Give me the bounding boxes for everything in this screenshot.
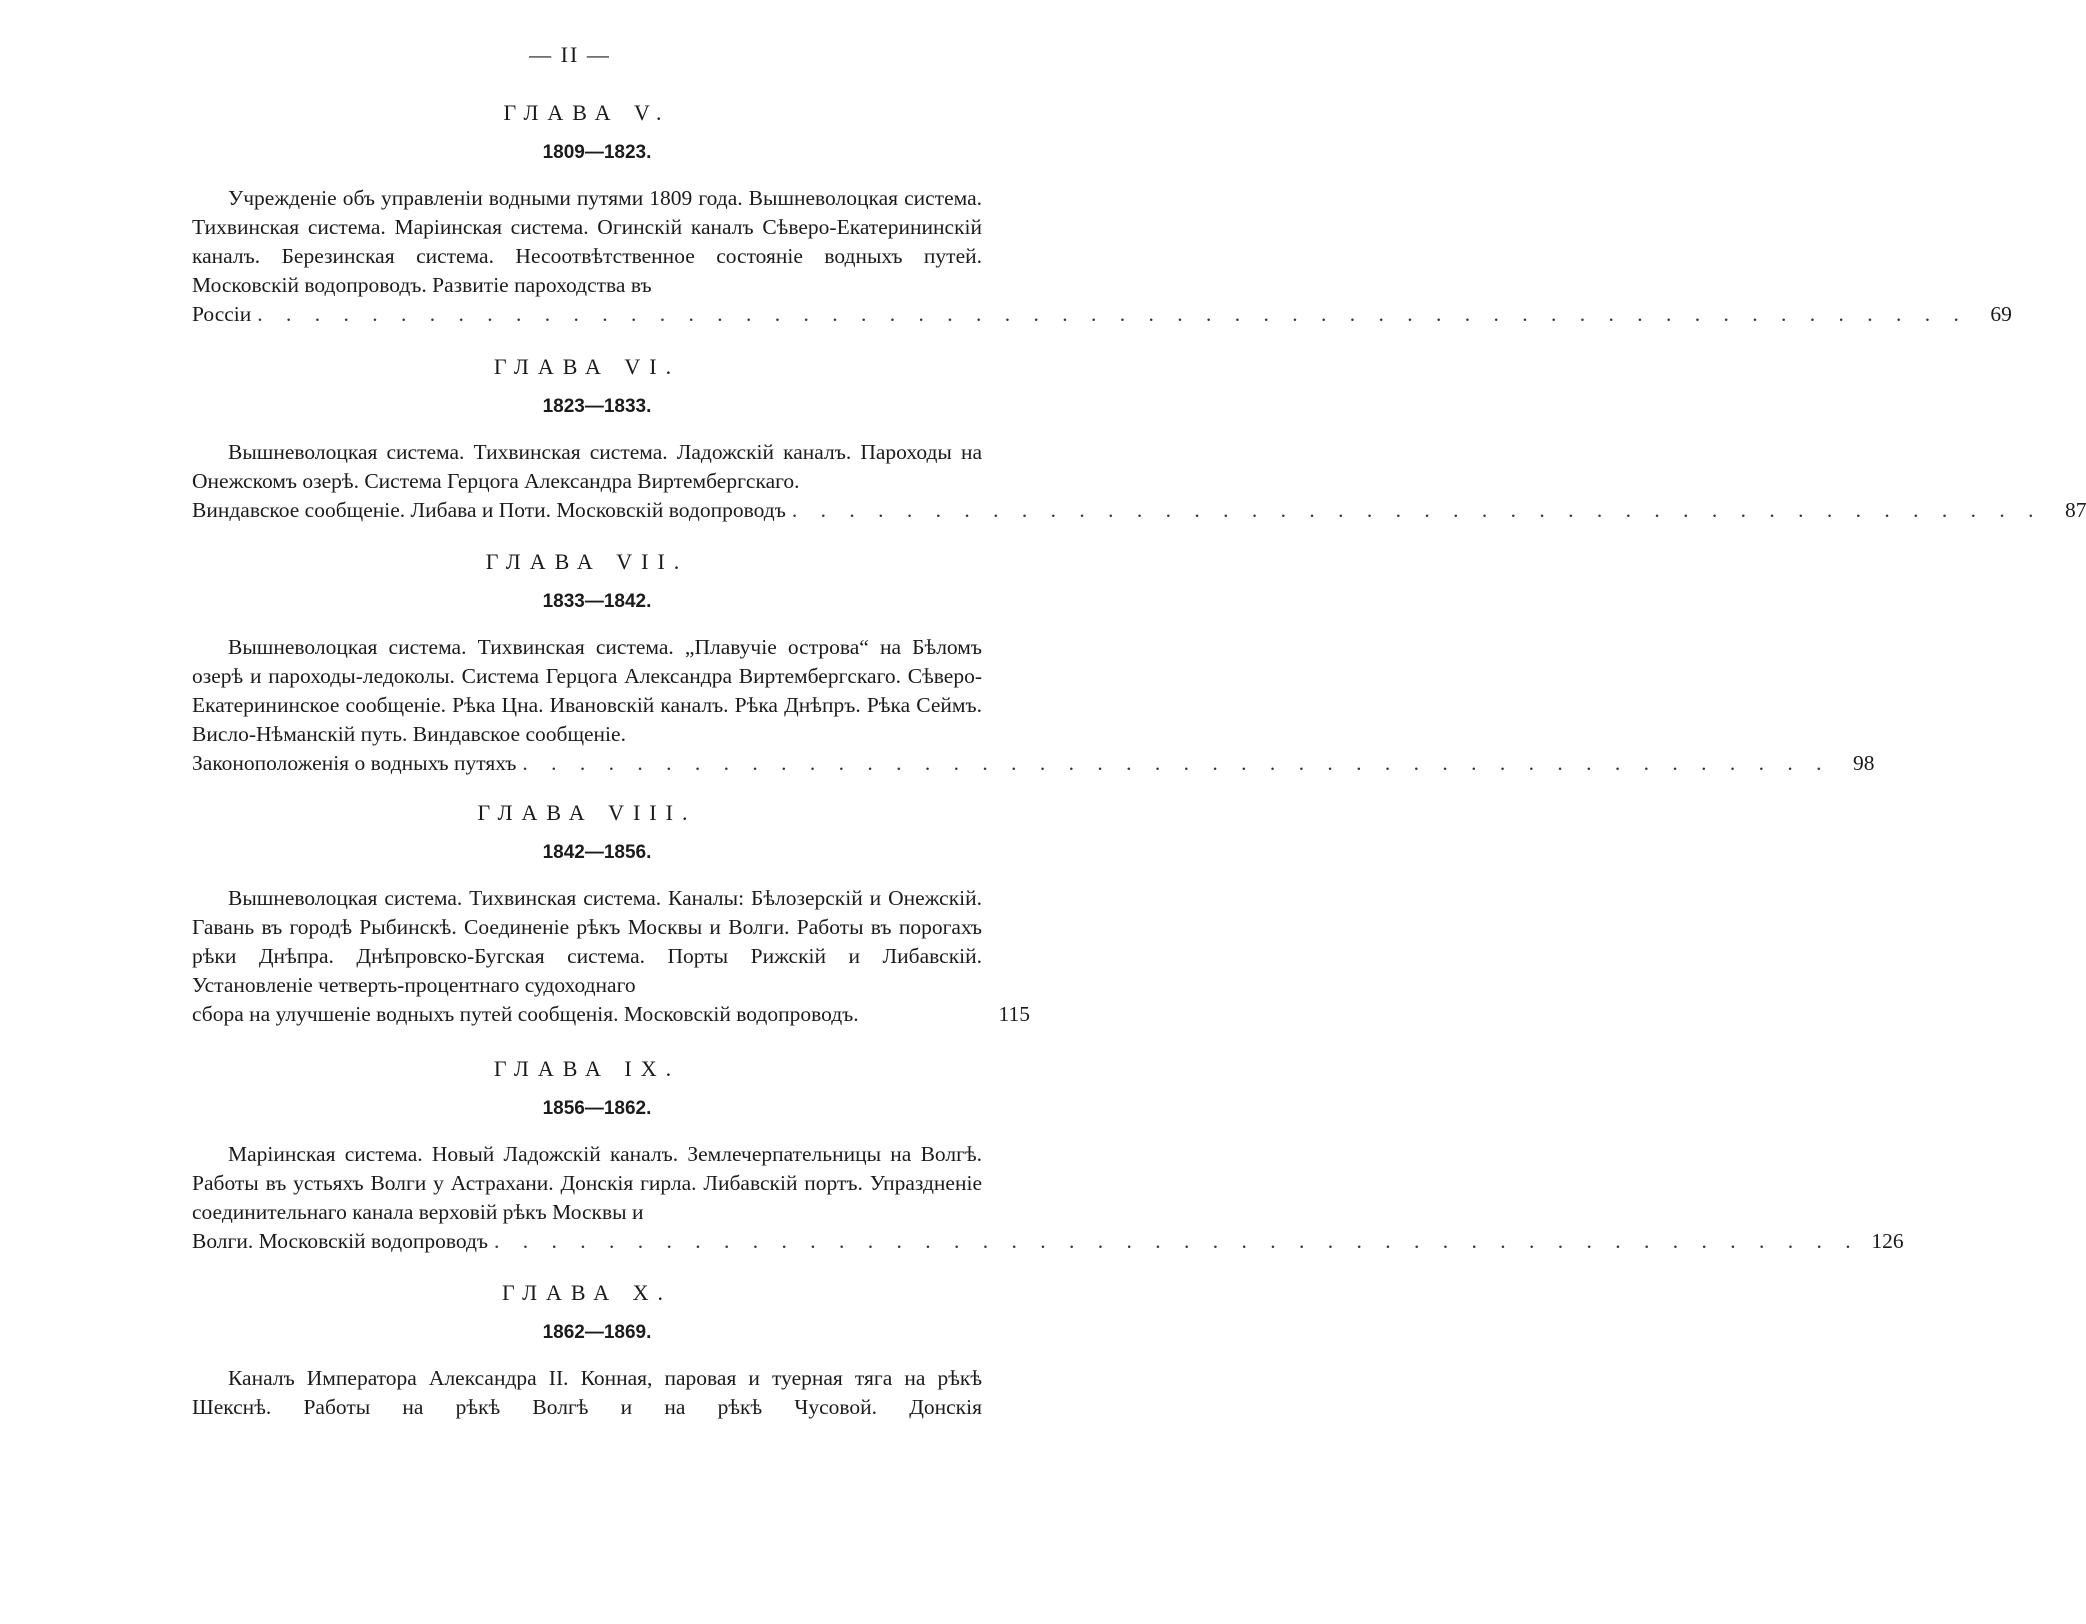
chapter-10 bbox=[192, 1278, 982, 1422]
toc-entry-last-words: Россіи bbox=[192, 302, 252, 326]
dot-leader: . . . . . . . . . . . . . . . . . . . . . . . . . . . . . . . . . . . . . . . . . . . . . . . . . . . . . . . . . . . . bbox=[257, 302, 1968, 326]
toc-entry-last-words: сбора на улучшеніе водныхъ путей сообщенія. Московскій водопроводъ. bbox=[192, 1002, 859, 1026]
chapter-years: 1809—1823. bbox=[542, 142, 652, 163]
chapter-title: ГЛАВА VIII. bbox=[477, 800, 697, 825]
page-reference: 115 bbox=[998, 1002, 1030, 1026]
chapter-years: 1833—1842. bbox=[542, 591, 652, 612]
chapter-summary-text: Маріинская система. Новый Ладожскій каналъ. Землечерпательницы на Волгѣ. Работы въ устьяхъ Волги у Астрахани. Донскія гирла. Либавскій портъ. Упраздненіе соединительнаго канала верховій рѣкъ Москвы и bbox=[192, 1142, 982, 1224]
chapter-years: 1823—1833. bbox=[542, 396, 652, 417]
chapter-summary-text: Вышневолоцкая система. Тихвинская система. „Плавучіе острова“ на Бѣломъ озерѣ и пароходы-ледоколы. Система Герцога Александра Виртембергскаго. Сѣверо-Екатерининское сообщеніе. Рѣка Цна. Ивановскій каналъ. Рѣка Днѣпръ. Рѣка Сеймъ. Висло-Нѣманскій путь. Виндавское сообщеніе. bbox=[192, 635, 982, 746]
chapter-title: ГЛАВА VI. bbox=[493, 354, 681, 379]
chapter-summary-text: Вышневолоцкая система. Тихвинская система. Каналы: Бѣлозерскій и Онежскій. Гавань въ городѣ Рыбинскѣ. Соединеніе рѣкъ Москвы и Волги. Работы въ порогахъ рѣки Днѣпра. Днѣпровско-Бугская система. Порты Рижскій и Либавскій. Установленіе четверть-процентнаго судоходнаго bbox=[192, 886, 982, 997]
chapter-title: ГЛАВА IX. bbox=[493, 1056, 681, 1081]
toc-entry-last-words: Законоположенія о водныхъ путяхъ bbox=[192, 751, 517, 775]
chapter-title: ГЛАВА VII. bbox=[485, 549, 689, 574]
chapter-summary bbox=[192, 633, 1875, 778]
chapter-title: ГЛАВА X. bbox=[502, 1280, 672, 1305]
toc-entry-line bbox=[192, 1227, 1904, 1256]
chapter-summary bbox=[192, 1364, 982, 1422]
chapter-summary-text: Вышневолоцкая система. Тихвинская система. Ладожскій каналъ. Пароходы на Онежскомъ озерѣ. Система Герцога Александра Виртембергскаго. bbox=[192, 440, 982, 493]
chapter-years: 1862—1869. bbox=[542, 1322, 652, 1343]
chapter-years: 1842—1856. bbox=[542, 842, 652, 863]
toc-entry-line bbox=[192, 300, 2012, 329]
chapter-summary bbox=[192, 184, 2012, 329]
page-number: — II — bbox=[529, 42, 611, 67]
dot-leader: . . . . . . . . . . . . . . . . . . . . . . . . . . . . . . . . . . . . . . . . . . . . bbox=[791, 498, 2043, 522]
page-reference: 98 bbox=[1852, 751, 1875, 775]
dot-leader: . . . . . . . . . . . . . . . . . . . . . . . . . . . . . . . . . . . . . . . . . . . . . . bbox=[522, 751, 1831, 775]
toc-entry-line bbox=[192, 496, 2086, 525]
chapter-years: 1856—1862. bbox=[542, 1098, 652, 1119]
chapter-6 bbox=[192, 352, 2086, 525]
chapter-summary bbox=[192, 884, 1030, 1029]
toc-entry-last-words: Волги. Московскій водопроводъ bbox=[192, 1229, 489, 1253]
chapter-9 bbox=[192, 1054, 1904, 1256]
page-reference: 69 bbox=[1990, 302, 2012, 326]
chapter-title: ГЛАВА V. bbox=[503, 100, 671, 125]
page-reference: 126 bbox=[1871, 1229, 1904, 1253]
chapter-summary-text: Учрежденіе объ управленіи водными путями 1809 года. Вышневолоцкая система. Тихвинская система. Маріинская система. Огинскій каналъ Сѣверо-Екатерининскій каналъ. Березинская система. Несоотвѣтственное состояніе водныхъ путей. Московскій водопроводъ. Развитіе пароходства въ bbox=[192, 186, 982, 297]
page-reference: 87 bbox=[2064, 498, 2086, 522]
chapter-8 bbox=[192, 798, 1030, 1029]
dot-leader: . . . . . . . . . . . . . . . . . . . . . . . . . . . . . . . . . . . . . . . . . . . . . . . . bbox=[494, 1229, 1860, 1253]
chapter-summary bbox=[192, 1140, 1904, 1256]
toc-entry-line bbox=[192, 749, 1875, 778]
chapter-7 bbox=[192, 547, 1875, 778]
chapter-summary-text: Каналъ Императора Александра II. Конная, паровая и туерная тяга на рѣкѣ Шекснѣ. Работы на рѣкѣ Волгѣ и на рѣкѣ Чусовой. Донскія bbox=[192, 1366, 982, 1419]
toc-entry-last-words: Виндавское сообщеніе. Либава и Поти. Московскій водопроводъ bbox=[192, 498, 786, 522]
chapter-5 bbox=[192, 98, 2012, 329]
toc-entry-line bbox=[192, 1000, 1030, 1029]
chapter-summary bbox=[192, 438, 2086, 525]
